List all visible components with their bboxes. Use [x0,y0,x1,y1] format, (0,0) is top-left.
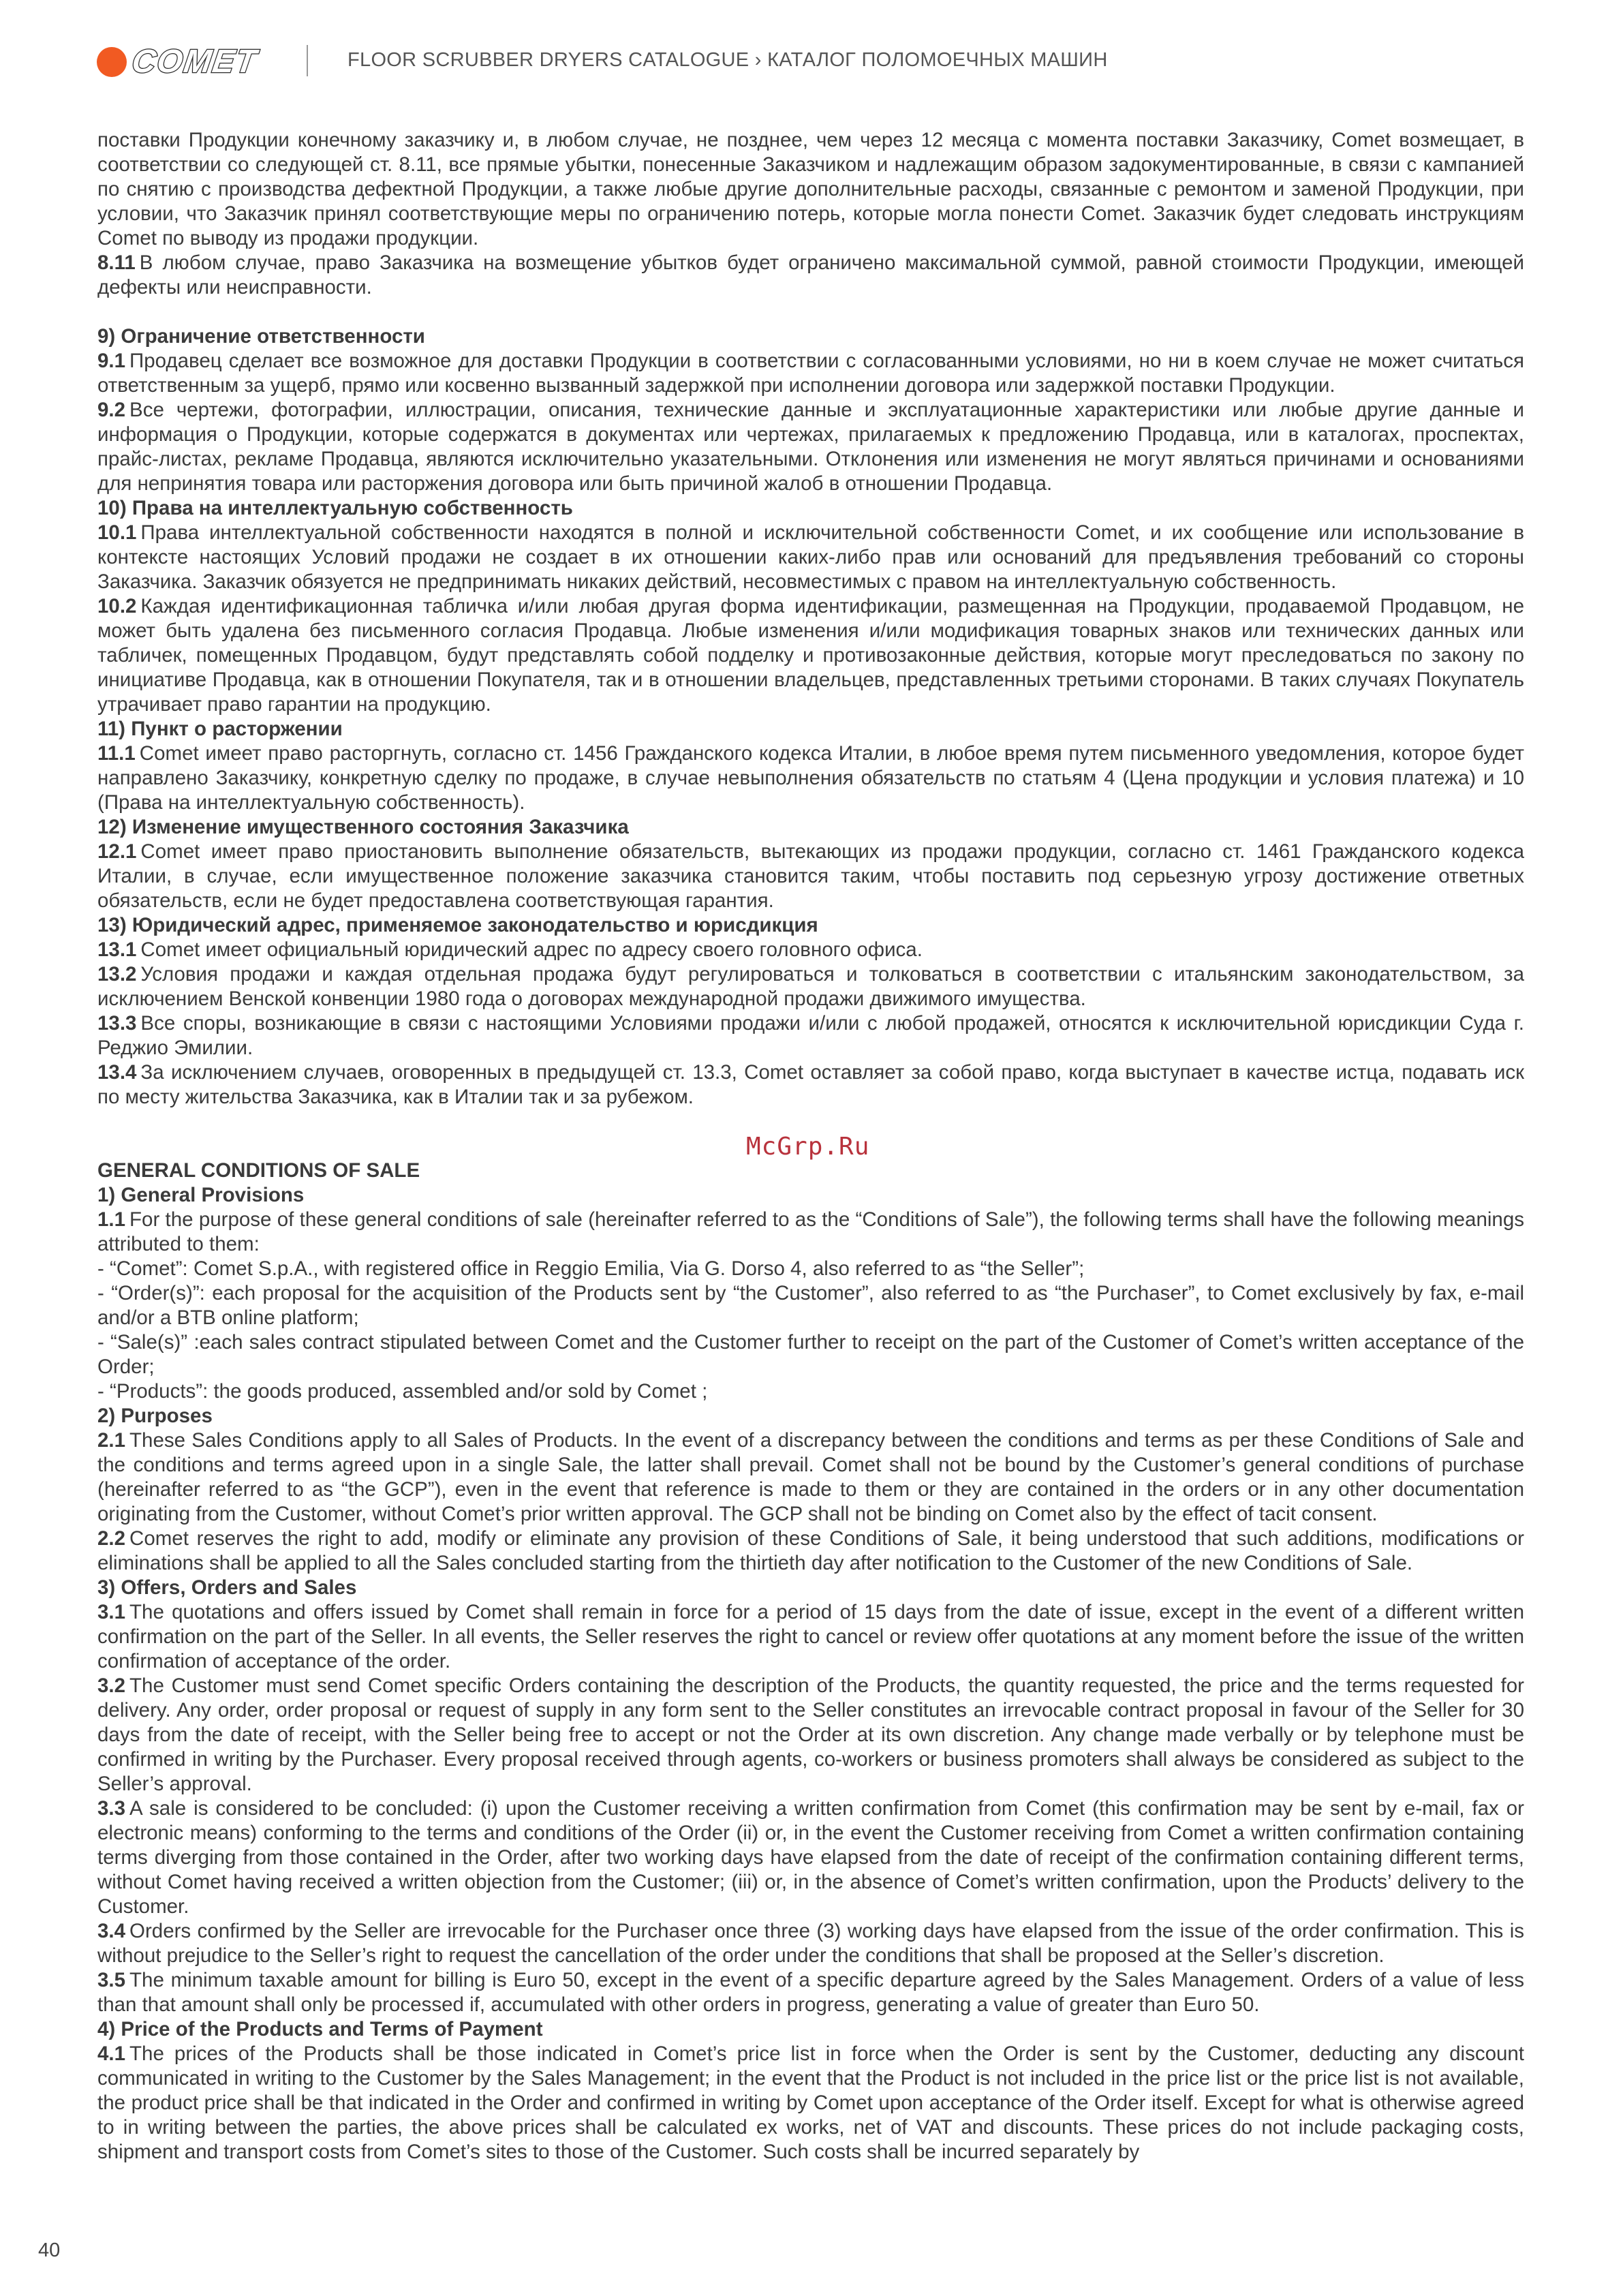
section-heading: 9) Ограничение ответственности [97,325,425,348]
paragraph: 12.1 Comet имеет право приостановить выполнение обязательств, вытекающих из продажи продукции, согласно ст. 1461 Гражданского кодекса Италии, в случае, если имущественное положение заказчика становится таким, чтобы поставить под серьезную угрозу достижение ответных обязательств, если не будет предоставлена соответствующая гарантия. [97,840,1524,912]
section-heading: 11) Пункт о расторжении [97,718,343,740]
paragraph: 9.1 Продавец сделает все возможное для доставки Продукции в соответствии с согласованными условиями, но ни в коем случае не может считаться ответственным за ущерб, прямо или косвенно вызванный задержкой при исполнении договора или задержкой поставки Продукции. [97,350,1524,397]
document-title: GENERAL CONDITIONS OF SALE [97,1159,420,1182]
page-number: 40 [38,2239,61,2261]
paragraph: 9.2 Все чертежи, фотографии, иллюстрации, описания, технические данные и эксплуатационные характеристики или любые другие данные и информация о Продукции, которые содержатся в документах или чертежах, прилагаемых к предложению Продавца, или в каталогах, проспектах, прайс-листах, рекламе Продавца, являются исключительно указательными. Отклонения или изменения не могут являться причинами и основаниями для непринятия товара или расторжения договора или быть причиной жалоб в отношении Продавца. [97,399,1524,495]
paragraph: 3.5 The minimum taxable amount for billing is Euro 50, except in the event of a specific departure agreed by the Sales Management. Orders of a value of less than that amount shall only be processed if, accumulated with other orders in progress, generating a value of greater than Euro 50. [97,1969,1524,2016]
page-header [97,41,260,83]
paragraph: 3.3 A sale is considered to be concluded: (i) upon the Customer receiving a written confirmation from Comet (this confirmation may be sent by e-mail, fax or electronic means) conforming to the terms and conditions of the Order (ii) or, in the event the Customer receiving from Comet a written confirmation containing terms diverging from those contained in the Order, after two working days have elapsed from the date of receipt of the confirmation containing different terms, without Comet having received a written objection from the Customer; (iii) or, in the absence of Comet’s written confirmation, upon the Products’ delivery to the Customer. [97,1797,1524,1918]
watermark: McGrp.Ru [746,1133,870,1161]
paragraph: 2.2 Comet reserves the right to add, modify or eliminate any provision of these Conditions of Sale, it being understood that such additions, modifications or eliminations shall be applied to all the Sales concluded starting from the thirtieth day after notification to the Customer of the new Conditions of Sale. [97,1527,1524,1574]
paragraph: 1.1 For the purpose of these general conditions of sale (hereinafter referred to as the “Conditions of Sale”), the following terms shall have the following meanings attributed to them: [97,1208,1524,1255]
paragraph: 3.4 Orders confirmed by the Seller are irrevocable for the Purchaser once three (3) working days have elapsed from the issue of the order confirmation. This is without prejudice to the Seller’s right to request the cancellation of the order under the conditions that shall be proposed at the Seller’s discretion. [97,1920,1524,1967]
header-divider [307,45,308,76]
paragraph: 10.1 Права интеллектуальной собственности находятся в полной и исключительной собственности Comet, и их сообщение или использование в контексте настоящих Условий продажи не создает в их отношении каких-либо прав или оснований для предъявления требований со стороны Заказчика. Заказчик обязуется не предпринимать никаких действий, несовместимых с правом на интеллектуальную собственность. [97,521,1524,593]
paragraph: 4.1 The prices of the Products shall be those indicated in Comet’s price list in force when the Order is sent by the Customer, deducting any discount communicated in writing to the Customer by the Sales Management; in the event that the Product is not included in the price list or the price list is not available, the product price shall be that indicated in the Order and confirmed in writing by Comet upon acceptance of the Order itself. Except for what is otherwise agreed to in writing between the parties, the above prices shall be calculated ex works, net of VAT and discounts. These prices do not include packaging costs, shipment and transport costs from Comet’s sites to those of the Customer. Such costs shall be incurred separately by [97,2042,1524,2163]
section-heading: 3) Offers, Orders and Sales [97,1576,357,1599]
paragraph: 13.4 За исключением случаев, оговоренных в предыдущей ст. 13.3, Comet оставляет за собой право, когда выступает в качестве истца, подавать иск по месту жительства Заказчика, как в Италии так и за рубежом. [97,1061,1524,1108]
section-heading: 10) Права на интеллектуальную собственность [97,497,573,519]
comet-logo-circle [97,47,127,77]
paragraph: 3.2 The Customer must send Comet specific Orders containing the description of the Products, the quantity requested, the price and the terms requested for delivery. Any order, order proposal or request of supply in any form sent to the Seller constitutes an irrevocable contract proposal in favour of the Seller for 30 days from the date of receipt, with the Seller being free to accept or not the Order at its own discretion. Any change made verbally or by telephone must be confirmed in writing by the Purchaser. Every proposal received through agents, co-workers or business promoters shall always be considered as subject to the Seller’s approval. [97,1674,1524,1795]
definition-item: - “Sale(s)” :each sales contract stipulated between Comet and the Customer further to receipt on the part of the Customer of Comet’s written acceptance of the Order; [97,1331,1524,1378]
definition-item: - “Products”: the goods produced, assembled and/or sold by Comet ; [97,1380,708,1403]
paragraph: 10.2 Каждая идентификационная табличка и/или любая другая форма идентификации, размещенная на Продукции, продаваемой Продавцом, не может быть удалена без письменного согласия Продавца. Любые изменения и/или модификация товарных знаков или технических данных или табличек, помещенных Продавцом, будут представлять собой подделку и противозаконные действия, которые могут преследоваться по закону по инициативе Продавца, как в отношении Покупателя, так и в отношении владельцев, представленных третьими сторонами. В таких случаях Покупатель утрачивает право гарантии на продукцию. [97,595,1524,716]
section-heading: 13) Юридический адрес, применяемое законодательство и юрисдикция [97,914,818,936]
comet-logo: COMET [129,44,260,80]
section-heading: 2) Purposes [97,1405,213,1427]
paragraph: 13.1 Comet имеет официальный юридический адрес по адресу своего головного офиса. [97,938,923,961]
section-heading: 4) Price of the Products and Terms of Payment [97,2018,543,2040]
definition-item: - “Comet”: Comet S.p.A., with registered office in Reggio Emilia, Via G. Dorso 4, also referred to as “the Seller”; [97,1257,1085,1280]
paragraph: поставки Продукции конечному заказчику и, в любом случае, не позднее, чем через 12 месяца с момента поставки Заказчику, Comet возмещает, в соответствии со следующей ст. 8.11, все прямые убытки, понесенные Заказчиком и надлежащим образом задокументированные, в связи с кампанией по снятию с производства дефектной Продукции, а также любые другие дополнительные расходы, связанные с ремонтом и заменой Продукции, при условии, что Заказчик принял соответствующие меры по ограничению потерь, которые могла понести Comet. Заказчик будет следовать инструкциям Comet по выводу из продажи продукции. [97,129,1524,249]
paragraph: 2.1 These Sales Conditions apply to all Sales of Products. In the event of a discrepancy between the conditions and terms as per these Conditions of Sale and the conditions and terms agreed upon in a single Sale, the latter shall prevail. Comet shall not be bound by the Customer’s general conditions of purchase (hereinafter referred to as “the GCP”), even in the event that reference is made to them or they are contained in the orders or in any other documentation originating from the Customer, without Comet’s prior written approval. The GCP shall not be binding on Comet also by the effect of tacit consent. [97,1429,1524,1525]
catalogue-title: FLOOR SCRUBBER DRYERS CATALOGUE › КАТАЛОГ ПОЛОМОЕЧНЫХ МАШИН [347,49,1108,71]
section-heading: 12) Изменение имущественного состояния Заказчика [97,816,629,838]
paragraph: 3.1 The quotations and offers issued by Comet shall remain in force for a period of 15 days from the date of issue, except in the event of a different written confirmation on the part of the Seller. In all events, the Seller reserves the right to cancel or review offer quotations at any moment before the issue of the written confirmation of acceptance of the order. [97,1601,1524,1672]
paragraph: 13.3 Все споры, возникающие в связи с настоящими Условиями продажи и/или с любой продажей, относятся к исключительной юрисдикции Суда г. Реджио Эмилии. [97,1012,1524,1059]
paragraph: 13.2 Условия продажи и каждая отдельная продажа будут регулироваться и толковаться в соответствии с итальянским законодательством, за исключением Венской конвенции 1980 года о договорах международной продажи движимого имущества. [97,963,1524,1010]
paragraph: 11.1 Comet имеет право расторгнуть, согласно ст. 1456 Гражданского кодекса Италии, в любое время путем письменного уведомления, которое будет направлено Заказчику, конкретную сделку по продаже, в случае невыполнения обязательств по статьям 4 (Цена продукции и условия платежа) и 10 (Права на интеллектуальную собственность). [97,742,1524,814]
definition-item: - “Order(s)”: each proposal for the acquisition of the Products sent by “the Customer”, also referred to as “the Purchaser”, to Comet exclusively by fax, e-mail and/or a BTB online platform; [97,1282,1524,1329]
paragraph: 8.11 В любом случае, право Заказчика на возмещение убытков будет ограничено максимальной суммой, равной стоимости Продукции, имеющей дефекты или неисправности. [97,251,1524,299]
section-heading: 1) General Provisions [97,1184,305,1206]
